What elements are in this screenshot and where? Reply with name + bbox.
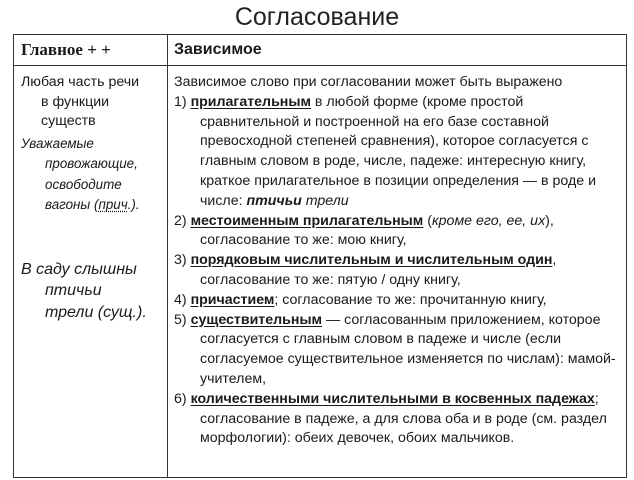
item-number: 5) — [174, 311, 191, 328]
example-line: .). — [127, 197, 140, 212]
item-number: 6) — [174, 390, 191, 407]
left-intro — [21, 73, 163, 132]
item-term: местоименным прилагательным — [190, 212, 424, 229]
header-main-word: Главное + + — [21, 40, 111, 59]
item-term: причастием — [190, 291, 275, 308]
abbr-participle: прич — [98, 197, 128, 212]
example-line: птичьи — [45, 282, 102, 299]
slide-title: Согласование — [234, 3, 400, 31]
rule-item-1 — [174, 93, 626, 212]
rule-item-3 — [174, 251, 626, 291]
item-text: — согласованным приложением, которое согласуется с главным словом в падеже и числе (если согласуемое существительное изменяется по числам): мамой-учителем, — [200, 311, 616, 387]
header-divider — [14, 65, 626, 66]
rules-table — [13, 34, 627, 478]
left-intro-line: Любая часть речи — [21, 74, 140, 90]
item-text: ; согласование в падеже, а для слова оба и в роде (см. раздел морфологии): обеих девочек, обоих мальчиков. — [200, 390, 607, 447]
header-dependent-word: Зависимое — [174, 41, 262, 58]
item-number: 3) — [174, 252, 191, 269]
item-term: прилагательным — [190, 93, 311, 110]
rule-item-4 — [174, 291, 626, 311]
example-line: провожающие, — [45, 156, 138, 171]
example-line: В саду слышны — [21, 260, 137, 278]
item-term: порядковым числительным и числительным один — [190, 252, 553, 269]
item-example-bold: птичьи — [246, 192, 302, 209]
item-number: 2) — [174, 212, 191, 229]
item-exception: кроме его, ее, их — [431, 212, 546, 229]
example-line: Уважаемые — [21, 135, 94, 151]
left-intro-line: существ — [41, 113, 96, 129]
right-intro: Зависимое слово при согласовании может быть выражено — [174, 74, 563, 90]
item-term: существительным — [190, 311, 323, 328]
example-line: вагоны ( — [45, 197, 99, 212]
item-text: ( — [423, 212, 432, 229]
item-number: 4) — [174, 291, 191, 308]
example-line: освободите — [45, 176, 122, 192]
rule-item-2 — [174, 212, 626, 252]
left-example-2 — [21, 259, 163, 324]
column-divider — [167, 35, 168, 477]
item-text: ), согласование то же: мою книгу, — [200, 212, 554, 249]
right-column — [174, 73, 626, 449]
example-line: трели (сущ.). — [45, 303, 147, 321]
left-example-1 — [21, 134, 163, 216]
rule-item-6 — [174, 390, 626, 449]
left-column — [21, 73, 163, 323]
left-intro-line: в функции — [41, 93, 110, 110]
item-term: количественными числительными в косвенных падежах — [190, 390, 595, 407]
item-number: 1) — [174, 93, 191, 110]
item-text: ; согласование то же: прочитанную книгу, — [274, 291, 547, 308]
item-text: , согласование то же: пятую / одну книгу, — [200, 252, 557, 288]
item-text: в любой форме (кроме простой сравнительной и построенной на его базе составной превосходной степеней сравнения), которое согласуется с главным словом в роде, числе, падеже: интересную книгу, краткое прилагательное в позиции определения — в роде и числе: — [200, 93, 597, 209]
item-example: трели — [301, 192, 349, 209]
rule-item-5 — [174, 311, 626, 390]
